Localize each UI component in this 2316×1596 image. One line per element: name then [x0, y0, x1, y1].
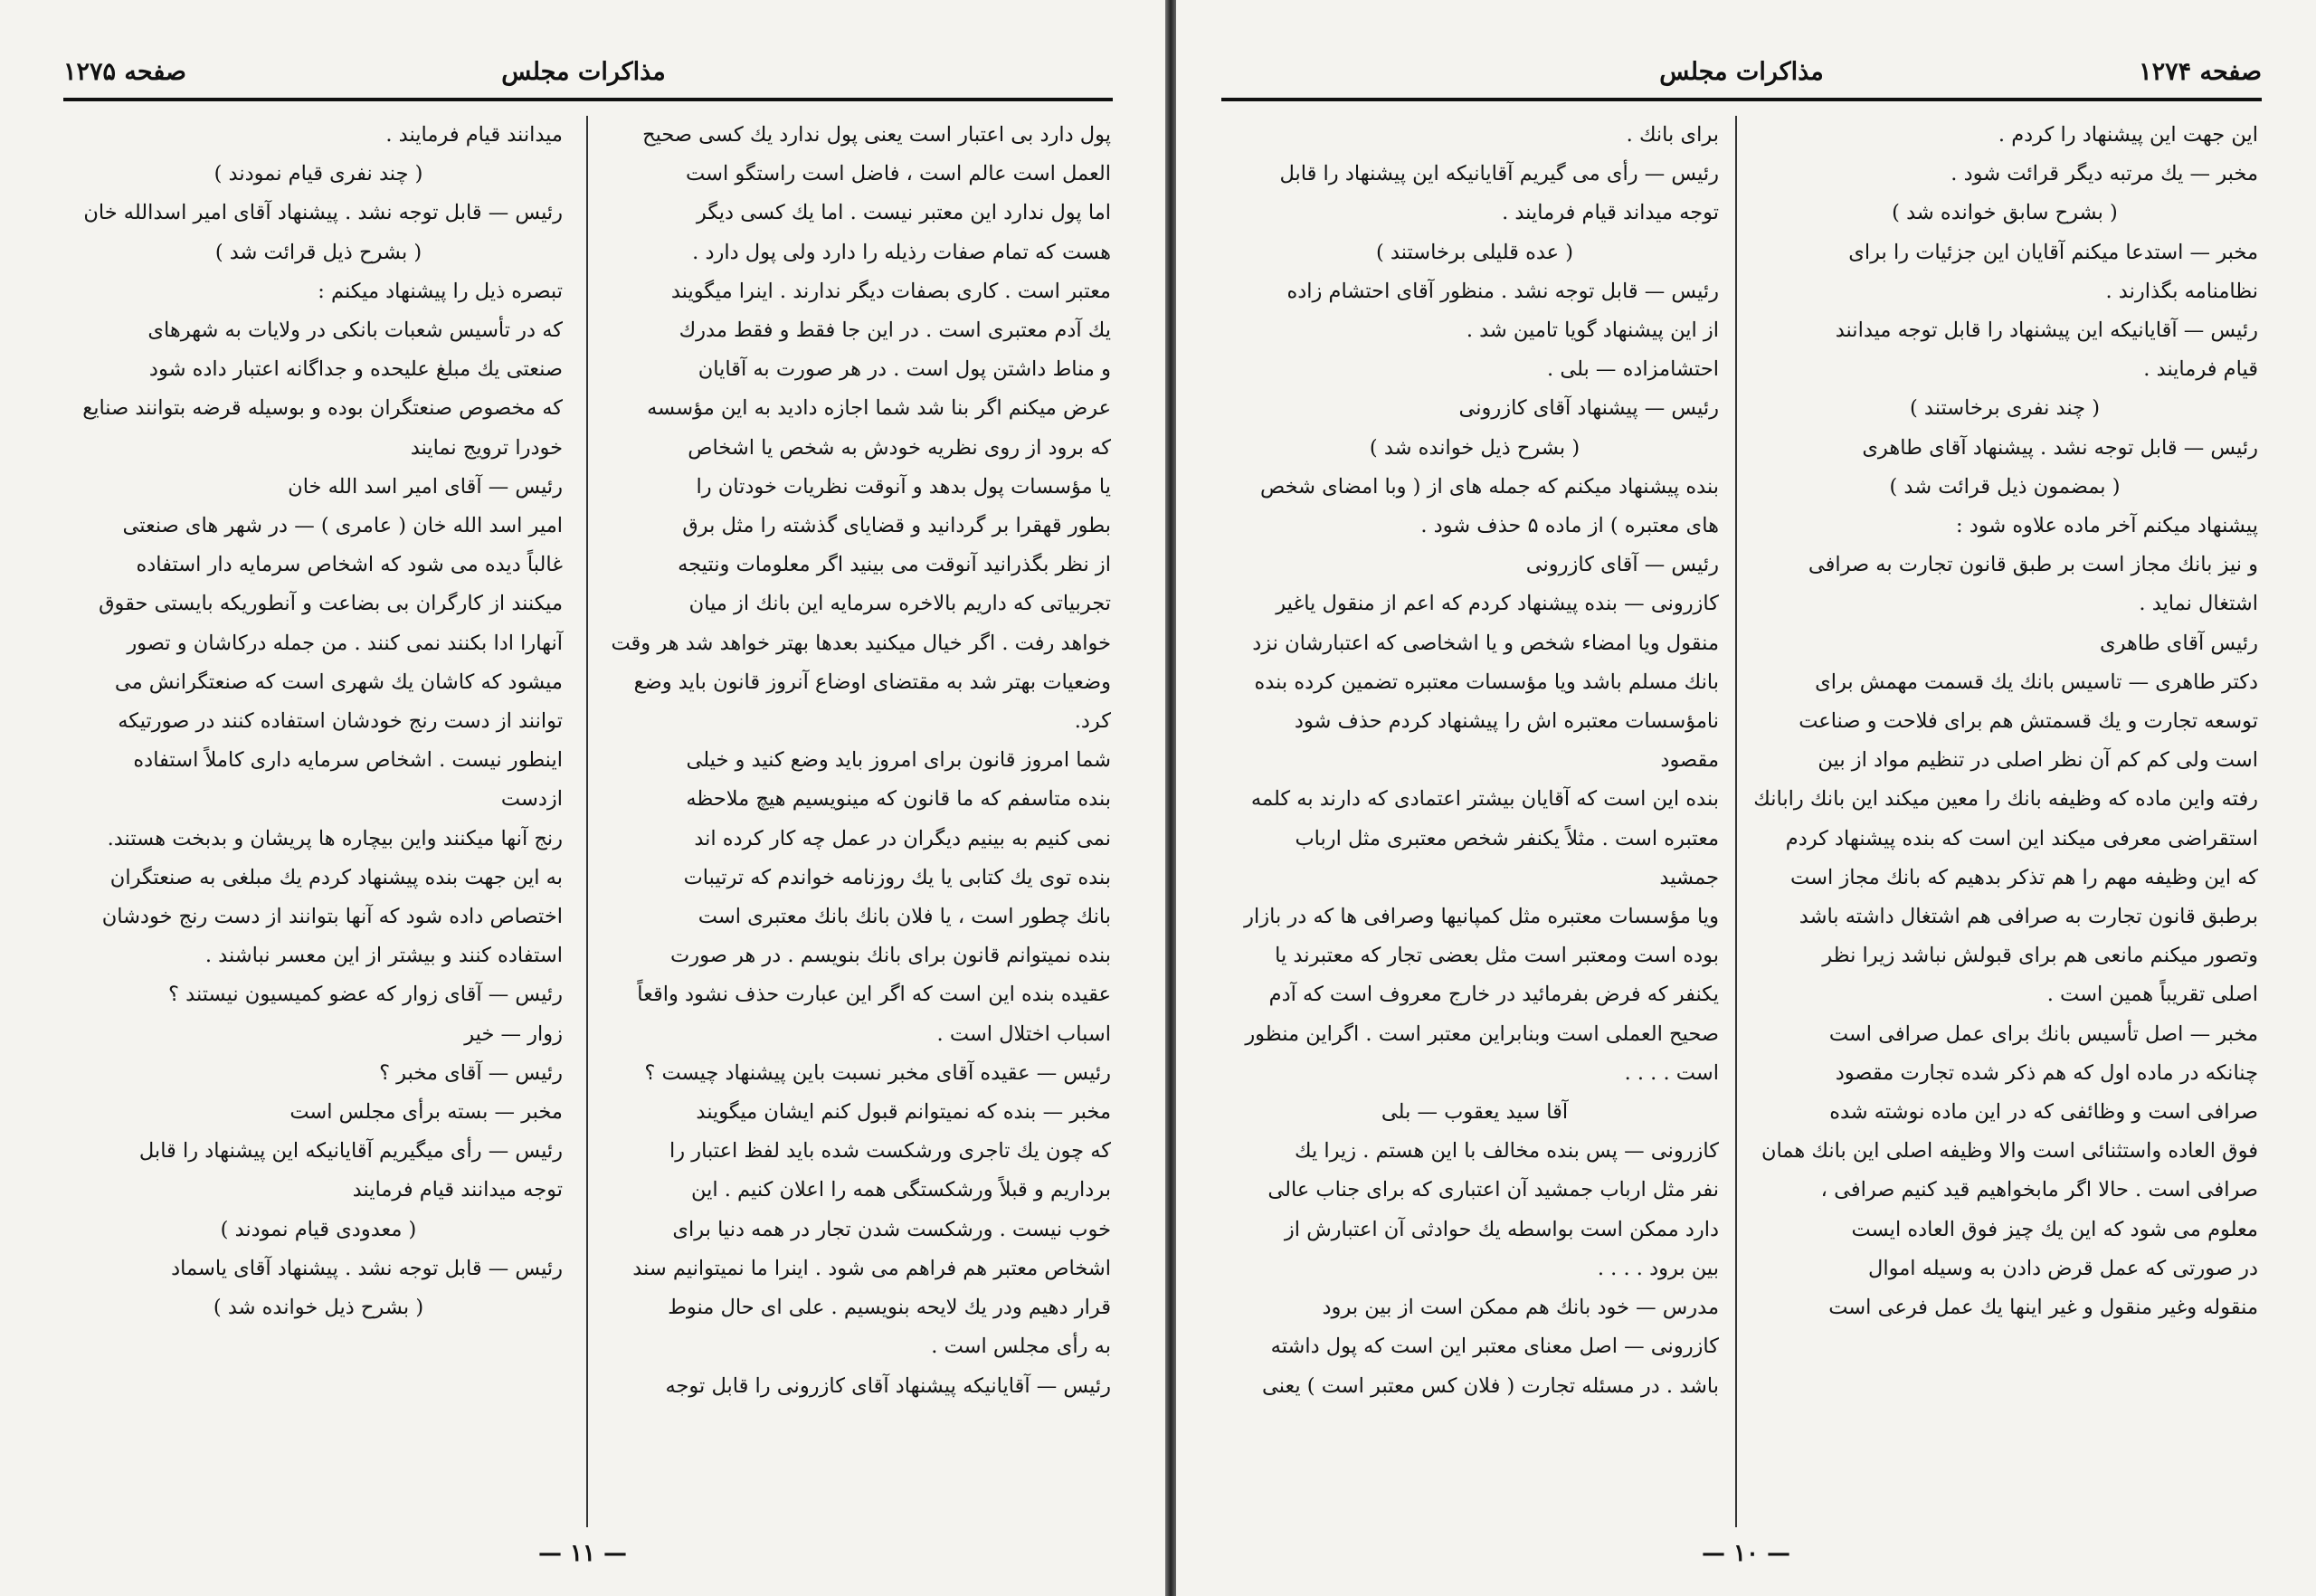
text-line: رئیس — قابل توجه نشد . پیشنهاد آقای امیر اسدالله خان [83, 201, 563, 225]
right-page-footer: — ۱۰ — [1701, 1540, 1791, 1567]
left-page-footer: — ۱۱ — [537, 1540, 628, 1567]
text-line: توانند از دست رنج خودشان استفاده کنند در صورتیکه [118, 709, 563, 734]
text-line: مخبر — اصل تأسیس بانك برای عمل صرافی است [1828, 1021, 2258, 1046]
text-line: نامؤسسات معتبره اش را پیشنهاد کردم حذف شود مقصود [1294, 709, 1719, 773]
text-line: تبصره ذیل را پیشنهاد میکنم : [318, 279, 563, 303]
text-line: این جهت این پیشنهاد را کردم . [1998, 123, 2258, 147]
text-line: باشد . در مسئله تجارت ( فلان کس معتبر است ) یعنی [1261, 1373, 1719, 1398]
text-line: از این پیشنهاد گویا تامین شد . [1466, 318, 1719, 343]
text-line: رئیس — آقایانیکه این پیشنهاد را قابل توجه میدانند [1835, 318, 2258, 343]
text-line: دکتر طاهری — تاسیس بانك یك قسمت مهمش برای [1815, 670, 2258, 694]
text-line: دارد ممکن است بواسطه یك حوادثی آن اعتبارش از [1284, 1217, 1719, 1241]
right-page-title: مذاکرات مجلس [1659, 58, 1824, 86]
text-line: پول دارد بی اعتبار است یعنی پول ندارد یك کسی صحیح [642, 123, 1111, 147]
text-line: در صورتی که عمل قرض دادن به وسیله اموال [1867, 1256, 2258, 1280]
text-line: معتبر است . کاری بصفات دیگر ندارند . اینرا میگویند [670, 279, 1111, 303]
right-page-header [1221, 52, 2262, 103]
left-page-header [63, 52, 1104, 103]
text-line: و نیز بانك مجاز است بر طبق قانون تجارت به صرافی [1808, 553, 2258, 577]
text-line: نفر مثل ارباب جمشید آن اعتباری که برای جناب عالی [1267, 1178, 1719, 1202]
text-line: بوده است ومعتبر است مثل بعضی تجار که معتبرند یا [1275, 944, 1719, 968]
text-line: صرافی است . حالا اگر مابخواهیم قید کنیم صرافی ، [1820, 1178, 2258, 1202]
text-line: کازرونی — بنده پیشنهاد کردم که اعم از منقول یاغیر [1276, 592, 1719, 616]
text-line: پیشنهاد میکنم آخر ماده علاوه شود : [1956, 514, 2258, 538]
text-line: که برود از روی نظریه خودش به شخص یا اشخاص [688, 435, 1111, 460]
text-line: اینطور نیست . اشخاص سرمایه داری کاملاً استفاده ازدست [133, 748, 563, 812]
text-line: ( معدودی قیام نمودند ) [220, 1217, 417, 1241]
text-line: میشود که کاشان یك شهری است که صنعتگرانش می [114, 670, 563, 694]
text-line: های معتبره ) از ماده ۵ حذف شود . [1420, 514, 1719, 538]
text-line: مخبر — بنده که نمیتوانم قبول کنم ایشان میگویند [696, 1100, 1111, 1125]
text-line: برطبق قانون تجارت به صرافی هم اشتغال داشته باشد [1799, 905, 2258, 929]
text-line: ( چند نفری قیام نمودند ) [214, 162, 423, 186]
right-page [1176, 0, 2316, 1596]
right-column-divider [1735, 116, 1737, 1527]
text-line: معتبره است . مثلاً یکنفر شخص معتبری مثل ارباب جمشید [1295, 826, 1719, 889]
text-line: است ولی کم کم آن نظر اصلی در تنظیم مواد از بین [1818, 748, 2258, 773]
text-line: یا مؤسسات پول بدهد و آنوقت نظریات خودتان را [696, 474, 1111, 499]
text-line: رئیس — پیشنهاد آقای کازرونی [1458, 396, 1719, 421]
text-line: میکنند از کارگران بی بضاعت و آنطوریکه بایستی حقوق [99, 592, 563, 616]
text-line: کازرونی — پس بنده مخالف با این هستم . زیرا یك [1294, 1139, 1719, 1164]
text-line: فوق العاده واستثنائی است والا وظیفه اصلی این بانك همان [1761, 1139, 2258, 1164]
text-line: نظامنامه بگذارند . [2105, 279, 2258, 303]
text-line: که چون یك تاجری ورشکست شده باید لفظ اعتبار را [669, 1139, 1111, 1164]
text-line: استفاده کنند و بیشتر از این معسر نباشند . [204, 944, 563, 968]
text-line: ( بمضمون ذیل قرائت شد ) [1889, 474, 2121, 499]
text-line: رئیس — آقای زوار که عضو کمیسیون نیستند ؟ [168, 983, 563, 1007]
text-line: صرافی است و وظائفی که در این ماده نوشته شده [1829, 1100, 2258, 1125]
text-line: بنده متاسفم که ما قانون که مینویسیم هیچ ملاحظه [686, 787, 1111, 812]
text-line: قیام فرمایند . [2143, 357, 2258, 382]
text-line: و مناط داشتن پول است . در هر صورت به آقایان [698, 357, 1111, 382]
text-line: اسباب اختلال است . [936, 1021, 1111, 1046]
text-line: رنج آنها میکنند واین بیچاره ها پریشان و بدبخت هستند. [107, 826, 563, 850]
text-line: رئیس — آقایانیکه پیشنهاد آقای کازرونی را قابل توجه [665, 1373, 1111, 1398]
book-gutter [1165, 0, 1176, 1596]
text-line: خوب نیست . ورشکست شدن تجار در همه دنیا برای [672, 1217, 1111, 1241]
text-line: توسعه تجارت و یك قسمتش هم برای فلاحت و صناعت [1799, 709, 2258, 734]
text-line: ویا مؤسسات معتبره مثل کمپانیها وصرافی ها که در بازار [1244, 905, 1719, 929]
text-line: بنده پیشنهاد میکنم که جمله های از ( وبا امضای شخص [1260, 474, 1719, 499]
text-line: ( بشرح ذیل خوانده شد ) [1369, 435, 1580, 460]
text-line: هست که تمام صفات رذیله را دارد ولی پول دارد . [692, 240, 1111, 264]
text-line: عرض میکنم اگر بنا شد شما اجازه دادید به این مؤسسه [647, 396, 1111, 421]
text-line: رئیس — قابل توجه نشد . پیشنهاد آقای طاهری [1862, 435, 2258, 460]
left-page-number: صفحه ۱۲۷۵ [63, 58, 186, 86]
text-line: توجه میداند قیام فرمایند . [1502, 201, 1719, 225]
text-line: رئیس — رأی می گیریم آقایانیکه این پیشنهاد را قابل [1279, 162, 1719, 186]
text-line: که مخصوص صنعتگران بوده و بوسیله قرضه بتوانند صنایع [82, 396, 563, 421]
left-header-rule [63, 98, 1113, 101]
text-line: اما پول ندارد این معتبر نیست . اما یك کسی دیگر [696, 201, 1111, 225]
text-line: استقراضی معرفی میکند این است که بنده پیشنهاد کردم [1785, 826, 2258, 850]
text-line: وتصور میکنم مانعی هم برای قبولش نباشد زیرا نظر [1822, 944, 2258, 968]
text-line: معلوم می شود که این یك چیز فوق العاده ایست [1851, 1217, 2258, 1241]
text-line: عقیده بنده این است که اگر این عبارت حذف نشود واقعاً [637, 983, 1111, 1007]
text-line: رئیس — قابل توجه نشد . منظور آقای احتشام زاده [1286, 279, 1719, 303]
text-line: کازرونی — اصل معنای معتبر این است که پول داشته [1270, 1335, 1719, 1359]
text-line: رفته واین ماده که وظیفه بانك را معین میکند این بانك رابانك [1753, 787, 2258, 812]
text-line: به رأی مجلس است . [931, 1335, 1111, 1359]
text-line: بین برود . . . . [1597, 1256, 1719, 1280]
text-line: رئیس — رأی میگیریم آقایانیکه این پیشنهاد را قابل [138, 1139, 563, 1164]
text-line: که در تأسیس شعبات بانکی در ولایات به شهرهای [147, 318, 563, 343]
text-line: رئیس — قابل توجه نشد . پیشنهاد آقای یاسماد [171, 1256, 563, 1280]
right-page-column-right [1751, 116, 2258, 1327]
text-line: رئیس — آقای مخبر ؟ [379, 1060, 563, 1085]
left-column-divider [586, 116, 588, 1527]
text-line: نمی کنیم به بینیم دیگران در عمل چه کار کرده اند [694, 826, 1111, 850]
right-header-rule [1221, 98, 2262, 101]
text-line: مدرس — خود بانك هم ممکن است از بین برود [1322, 1296, 1719, 1320]
text-line: مخبر — بسته برأی مجلس است [290, 1100, 563, 1125]
text-line: غالباً دیده می شود که اشخاص سرمایه دار استفاده [136, 553, 563, 577]
text-line: اختصاص داده شود که آنها بتوانند از دست رنج خودشان [101, 905, 563, 929]
text-line: اصلی تقریباً همین است . [2046, 983, 2258, 1007]
text-line: قرار دهیم ودر یك لایحه بنویسیم . علی ای حال منوط [668, 1296, 1111, 1320]
right-page-column-left [1230, 116, 1719, 1406]
text-line: یکنفر که فرض بفرمائید در خارج معروف است که آدم [1268, 983, 1719, 1007]
text-line: اشخاص معتبر هم فراهم می شود . اینرا ما نمیتوانیم سند [632, 1256, 1111, 1280]
text-line: امیر اسد الله خان ( عامری ) — در شهر های صنعتی [122, 514, 563, 538]
text-line: مخبر — یك مرتبه دیگر قرائت شود . [1951, 162, 2258, 186]
text-line: ( چند نفری برخاستند ) [1909, 396, 2101, 421]
text-line: ( بشرح سابق خوانده شد ) [1892, 201, 2118, 225]
text-line: منقوله وغیر منقول و غیر اینها یك عمل فرعی است [1828, 1296, 2258, 1320]
text-line: است . . . . [1624, 1060, 1719, 1085]
text-line: به این جهت بنده پیشنهاد کردم یك مبلغی به صنعتگران [109, 865, 563, 889]
text-line: منقول ویا امضاء شخص و یا اشخاصی که اعتبارشان نزد [1252, 631, 1719, 655]
text-line: ( عده قلیلی برخاستند ) [1375, 240, 1574, 264]
text-line: خودرا ترویج نمایند [410, 435, 563, 460]
text-line: بنده نمیتوانم قانون برای بانك بنویسم . در هر صورت [670, 944, 1111, 968]
left-page-column-left [74, 116, 563, 1327]
text-line: برداریم و قبلاً ورشکستگی همه را اعلان کنیم . این [690, 1178, 1111, 1202]
text-line: توجه میدانند قیام فرمایند [352, 1178, 563, 1202]
text-line: صحیح العملی است وبنابراین معتبر است . اگراین منظور [1245, 1021, 1719, 1046]
text-line: مخبر — استدعا میکنم آقایان این جزئیات را برای [1848, 240, 2258, 264]
text-line: ( بشرح ذیل خوانده شد ) [213, 1296, 424, 1320]
text-line: رئیس — عقیده آقای مخبر نسبت باین پیشنهاد چیست ؟ [644, 1060, 1111, 1085]
text-line: یك آدم معتبری است . در این جا فقط و فقط مدرك [679, 318, 1111, 343]
text-line: چنانکه در ماده اول که هم ذکر شده تجارت مقصود [1835, 1060, 2258, 1085]
text-line: خواهد رفت . اگر خیال میکنید بعدها بهتر خواهد شد هر وقت [611, 631, 1111, 655]
text-line: ( بشرح ذیل قرائت شد ) [214, 240, 422, 264]
text-line: العمل است عالم است ، فاضل است راستگو است [686, 162, 1111, 186]
text-line: آنهارا ادا بکنند نمی کنند . من جمله درکاشان و تصور [127, 631, 563, 655]
left-page-title: مذاکرات مجلس [501, 58, 666, 86]
text-line: آقا سید یعقوب — بلی [1381, 1100, 1569, 1125]
text-line: بنده توی یك کتابی یا یك روزنامه خواندم که ترتیبات [683, 865, 1111, 889]
right-page-number: صفحه ۱۲۷۴ [2139, 58, 2262, 86]
text-line: تجربیاتی که داریم بالاخره سرمایه این بانك از میان [688, 592, 1111, 616]
text-line: بانك چطور است ، یا فلان بانك بانك معتبری است [698, 905, 1111, 929]
text-line: رئیس — آقای امیر اسد الله خان [288, 474, 563, 499]
text-line: از نظر بگذرانید آنوقت می بینید اگر معلومات ونتیجه [678, 553, 1111, 577]
text-line: صنعتی یك مبلغ علیحده و جداگانه اعتبار داده شود [148, 357, 563, 382]
left-page-column-right [604, 116, 1111, 1406]
text-line: رئیس — آقای کازرونی [1525, 553, 1719, 577]
text-line: که این وظیفه مهم را هم تذکر بدهیم که بانك مجاز است [1790, 865, 2258, 889]
text-line: شما امروز قانون برای امروز باید وضع کنید و خیلی [686, 748, 1111, 773]
text-line: رئیس آقای طاهری [2099, 631, 2258, 655]
text-line: بنده این است که آقایان بیشتر اعتمادی که دارند به کلمه [1250, 787, 1719, 812]
text-line: برای بانك . [1626, 123, 1719, 147]
text-line: بانك مسلم باشد ویا مؤسسات معتبره تضمین کرده بنده [1254, 670, 1719, 694]
text-line: احتشامزاده — بلی . [1547, 357, 1719, 382]
text-line: میدانند قیام فرمایند . [385, 123, 563, 147]
text-line: زوار — خیر [464, 1021, 563, 1046]
text-line: بطور قهقرا بر گردانید و قضایای گذشته را مثل برق [682, 514, 1111, 538]
text-line: وضعیات بهتر شد به مقتضای اوضاع آنروز قانون باید وضع کرد. [633, 670, 1111, 734]
text-line: اشتغال نماید . [2139, 592, 2258, 616]
